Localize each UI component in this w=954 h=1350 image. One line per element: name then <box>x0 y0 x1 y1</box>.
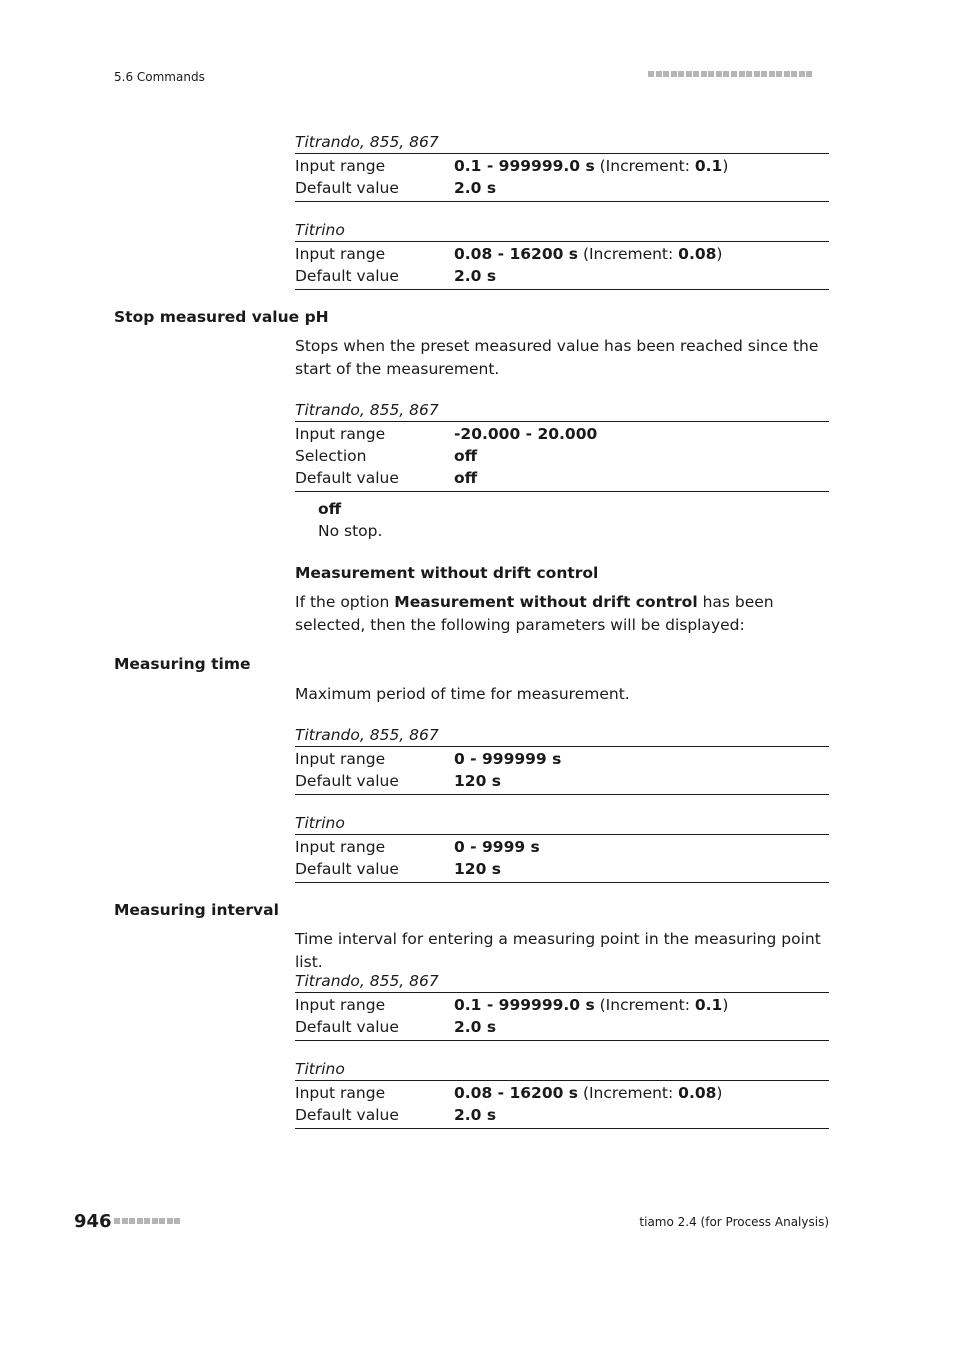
row-value: 0 - 999999 s <box>454 750 562 768</box>
table-caption: Titrando, 855, 867 <box>295 726 439 744</box>
table-row <box>295 177 829 199</box>
row-value: 2.0 s <box>454 267 497 285</box>
decoration-square <box>716 71 722 77</box>
row-label: Input range <box>295 245 386 263</box>
table-row <box>295 994 829 1016</box>
row-value: 0.1 - 999999.0 s (Increment: 0.1) <box>454 157 729 175</box>
decoration-square <box>671 71 677 77</box>
row-label: Default value <box>295 469 399 487</box>
row-value: 120 s <box>454 772 501 790</box>
row-value: off <box>454 469 478 487</box>
params-table-titrando-1 <box>295 131 829 202</box>
decoration-square <box>701 71 707 77</box>
row-value: 0 - 9999 s <box>454 838 540 856</box>
decoration-square <box>723 71 729 77</box>
table-body <box>295 241 829 290</box>
table-row <box>295 1082 829 1104</box>
decoration-square <box>761 71 767 77</box>
decoration-square <box>799 71 805 77</box>
decoration-square <box>167 1218 173 1224</box>
row-label: Input range <box>295 1084 386 1102</box>
row-value: 2.0 s <box>454 1106 497 1124</box>
decoration-square <box>746 71 752 77</box>
section-title-stop-ph: Stop measured value pH <box>114 308 329 326</box>
table-row <box>295 423 829 445</box>
row-label: Default value <box>295 267 399 285</box>
table-body <box>295 1080 829 1129</box>
table-row <box>295 445 829 467</box>
running-header-section: 5.6 Commands <box>114 70 205 84</box>
row-value: 0.08 - 16200 s (Increment: 0.08) <box>454 1084 723 1102</box>
decoration-square <box>663 71 669 77</box>
decoration-square <box>137 1218 143 1224</box>
row-label: Default value <box>295 772 399 790</box>
section-desc-measuring-time: Maximum period of time for measurement. <box>295 685 630 703</box>
decoration-square <box>152 1218 158 1224</box>
table-body <box>295 746 829 795</box>
subsection-desc-no-drift: If the option Measurement without drift control has been selected, then the following parameters will be displayed: <box>295 593 774 634</box>
footer-product-name: tiamo 2.4 (for Process Analysis) <box>639 1215 829 1229</box>
footer-decoration-squares <box>114 1218 184 1227</box>
table-row <box>295 265 829 287</box>
decoration-square <box>739 71 745 77</box>
decoration-square <box>686 71 692 77</box>
decoration-square <box>791 71 797 77</box>
table-caption: Titrino <box>295 1060 345 1078</box>
row-label: Default value <box>295 179 399 197</box>
params-table-measuring-interval-titrino <box>295 1058 829 1129</box>
decoration-square <box>678 71 684 77</box>
subsection-title-no-drift: Measurement without drift control <box>295 564 599 582</box>
decoration-square <box>769 71 775 77</box>
decoration-square <box>806 71 812 77</box>
decoration-square <box>754 71 760 77</box>
decoration-square <box>144 1218 150 1224</box>
table-caption: Titrino <box>295 814 345 832</box>
table-row <box>295 770 829 792</box>
decoration-square <box>122 1218 128 1224</box>
row-label: Input range <box>295 750 386 768</box>
decoration-square <box>776 71 782 77</box>
params-table-stop-ph <box>295 399 829 492</box>
decoration-square <box>129 1218 135 1224</box>
section-desc-measuring-interval: Time interval for entering a measuring point in the measuring point list. <box>295 930 821 971</box>
row-value: 120 s <box>454 860 501 878</box>
row-value: 0.08 - 16200 s (Increment: 0.08) <box>454 245 723 263</box>
table-row <box>295 243 829 265</box>
table-caption: Titrando, 855, 867 <box>295 972 439 990</box>
params-table-titrino-1 <box>295 219 829 290</box>
row-value: 0.1 - 999999.0 s (Increment: 0.1) <box>454 996 729 1014</box>
table-caption: Titrando, 855, 867 <box>295 133 439 151</box>
params-table-measuring-time-titrino <box>295 812 829 883</box>
decoration-square <box>159 1218 165 1224</box>
row-label: Selection <box>295 447 367 465</box>
section-desc-stop-ph: Stops when the preset measured value has been reached since the start of the measurement. <box>295 337 819 378</box>
row-label: Input range <box>295 157 386 175</box>
row-label: Default value <box>295 860 399 878</box>
page-number: 946 <box>74 1211 112 1232</box>
row-label: Default value <box>295 1106 399 1124</box>
option-desc-off: No stop. <box>318 522 383 540</box>
row-label: Input range <box>295 425 386 443</box>
table-row <box>295 155 829 177</box>
table-caption: Titrando, 855, 867 <box>295 401 439 419</box>
row-label: Input range <box>295 838 386 856</box>
section-title-measuring-interval: Measuring interval <box>114 901 279 919</box>
table-row <box>295 836 829 858</box>
row-value: 2.0 s <box>454 1018 497 1036</box>
row-label: Default value <box>295 1018 399 1036</box>
decoration-square <box>174 1218 180 1224</box>
row-label: Input range <box>295 996 386 1014</box>
decoration-square <box>708 71 714 77</box>
decoration-square <box>693 71 699 77</box>
section-title-measuring-time: Measuring time <box>114 655 251 673</box>
table-body <box>295 421 829 492</box>
decoration-square <box>784 71 790 77</box>
table-body <box>295 153 829 202</box>
table-row <box>295 467 829 489</box>
params-table-measuring-interval-titrando <box>295 970 829 1041</box>
decoration-square <box>731 71 737 77</box>
option-name-off: off <box>318 500 342 518</box>
table-body <box>295 992 829 1041</box>
row-value: off <box>454 447 478 465</box>
header-decoration-squares <box>648 71 829 80</box>
decoration-square <box>648 71 654 77</box>
decoration-square <box>656 71 662 77</box>
decoration-square <box>114 1218 120 1224</box>
table-row <box>295 1016 829 1038</box>
row-value: -20.000 - 20.000 <box>454 425 598 443</box>
params-table-measuring-time-titrando <box>295 724 829 795</box>
table-body <box>295 834 829 883</box>
table-row <box>295 1104 829 1126</box>
table-caption: Titrino <box>295 221 345 239</box>
table-row <box>295 858 829 880</box>
row-value: 2.0 s <box>454 179 497 197</box>
table-row <box>295 748 829 770</box>
